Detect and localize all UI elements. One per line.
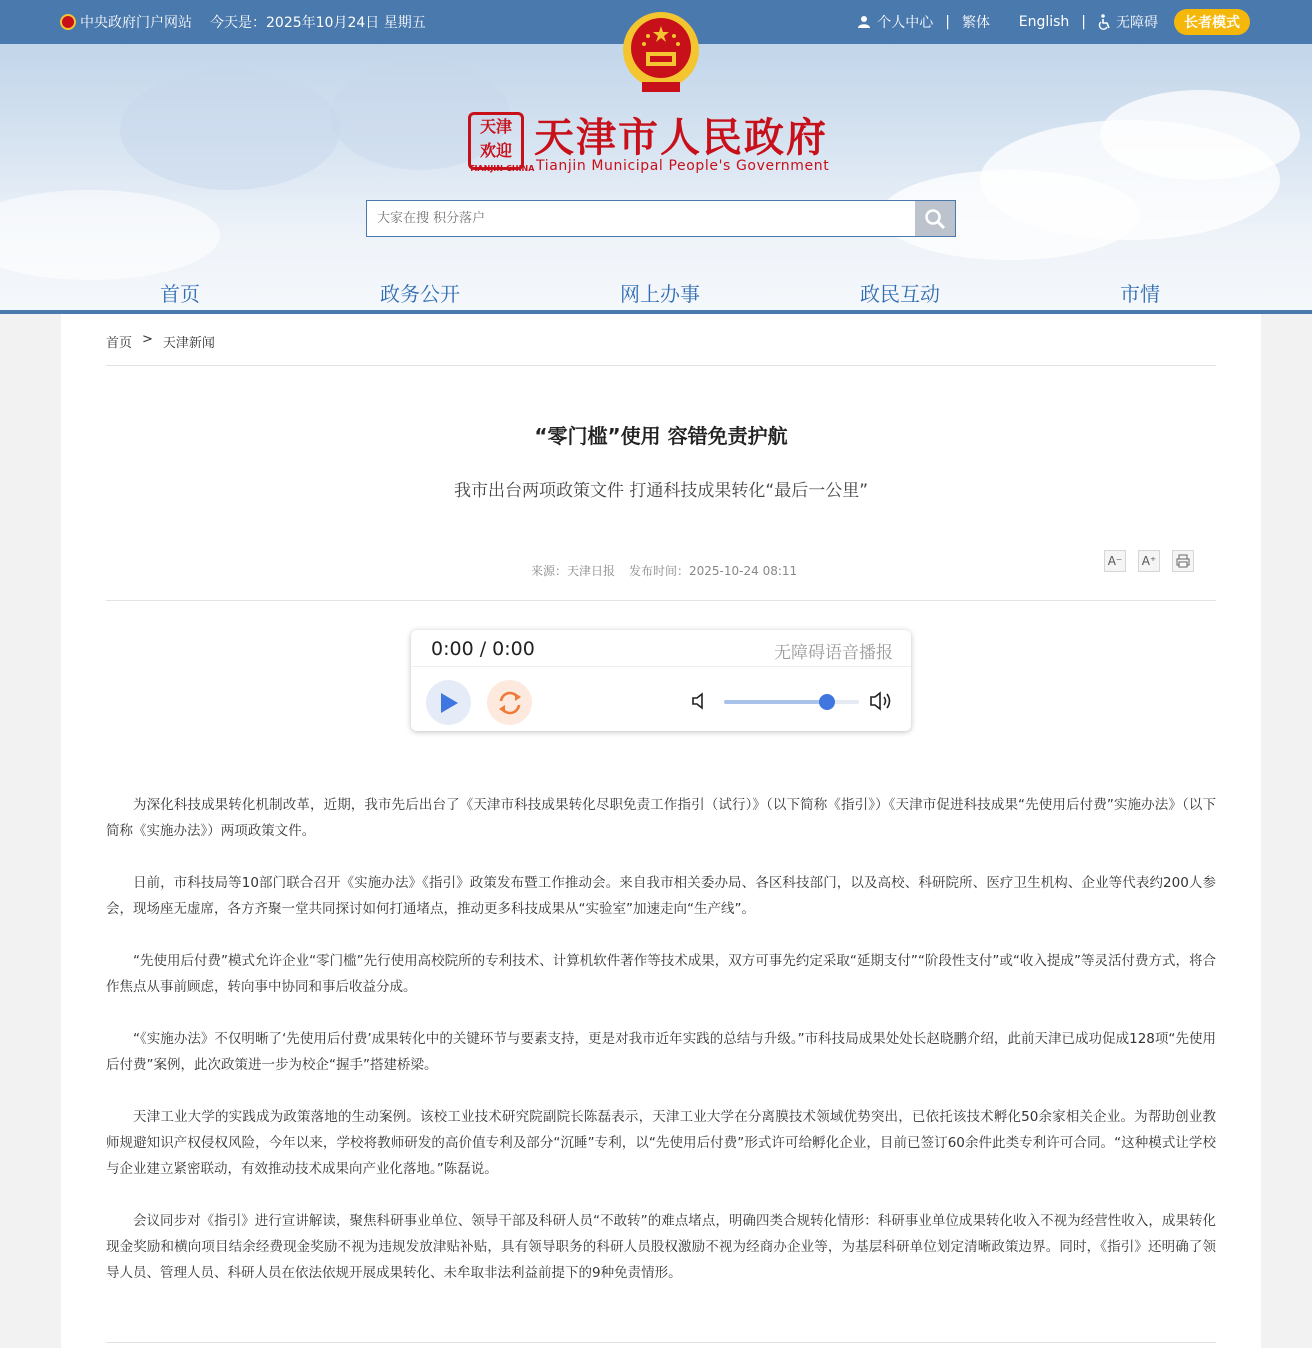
site-title-en: Tianjin Municipal People's Government: [536, 158, 830, 174]
volume-slider[interactable]: [724, 700, 859, 704]
divider: [106, 365, 1216, 366]
search-button[interactable]: [915, 201, 955, 236]
loop-button[interactable]: [487, 680, 532, 725]
search-icon: [924, 208, 946, 230]
elder-mode-button[interactable]: [1174, 9, 1250, 35]
wheelchair-icon: [1098, 14, 1112, 30]
tianjin-seal-icon: [468, 112, 535, 173]
search-box: [366, 200, 956, 237]
article-paragraph: “《实施办法》不仅明晰了‘先使用后付费’成果转化中的关键环节与要素支持，更是对我市近年实践的总结与升级。”市科技局成果处处长赵晓鹏介绍，此前天津已成功促成128项“先使用后付费”案例，此次政策进一步为校企“握手”搭建桥梁。: [106, 1031, 1216, 1073]
breadcrumb-current[interactable]: 天津新闻: [162, 336, 215, 351]
article-meta: [531, 562, 801, 579]
breadcrumb-separator: >: [142, 332, 153, 347]
article-container: [61, 314, 1261, 1348]
personal-center-label: 个人中心: [877, 15, 934, 31]
divider: [106, 600, 1216, 601]
play-button[interactable]: [426, 680, 471, 725]
player-label: 无障碍语音播报: [774, 643, 893, 663]
national-emblem-icon: [60, 14, 76, 30]
player-divider: [411, 666, 911, 667]
volume-knob[interactable]: [819, 694, 835, 710]
nav-item-home[interactable]: 首页: [160, 282, 200, 306]
audio-player: [411, 630, 911, 731]
separator: |: [1081, 14, 1086, 30]
site-header: [0, 0, 1312, 314]
today-date: 今天是：2025年10月24日 星期五: [210, 15, 426, 31]
article-body: [106, 792, 1216, 1312]
loop-icon: [495, 688, 525, 718]
article-paragraph: 天津工业大学的实践成为政策落地的生动案例。该校工业技术研究院副院长陈磊表示，天津工业大学在分离膜技术领域优势突出，已依托该技术孵化50余家相关企业。为帮助创业教师规避知识产权侵权风险，今年以来，学校将教师研发的高价值专利及部分“沉睡”专利，以“先使用后付费”形式许可给孵化企业，目前已签订60余件此类专利许可合同。“这种模式让学校与企业建立紧密联动，有效推动技术成果向产业化落地。”陈磊说。: [106, 1109, 1216, 1177]
nav-item-city-info[interactable]: 市情: [1120, 282, 1160, 306]
player-time: 0:00 / 0:00: [431, 638, 535, 660]
nav-item-online-services[interactable]: 网上办事: [620, 282, 700, 306]
article-tools: [1104, 550, 1206, 572]
accessibility-label: 无障碍: [1116, 15, 1158, 31]
seal-caption: TIANJIN·CHINA: [469, 164, 535, 173]
article-title: “零门槛”使用 容错免责护航: [534, 424, 788, 448]
article-paragraph: “先使用后付费”模式允许企业“零门槛”先行使用高校院所的专利技术、计算机软件著作等技术成果，双方可事先约定采取“延期支付”“阶段性支付”或“收入提成”等灵活付费方式，将合作焦点从事前顾虑，转向事中协同和事后收益分成。: [106, 953, 1216, 995]
breadcrumb-home[interactable]: 首页: [106, 336, 133, 351]
font-decrease-button[interactable]: [1104, 550, 1126, 572]
search-input[interactable]: [367, 201, 915, 236]
volume-high-icon[interactable]: [869, 690, 895, 712]
font-increase-icon: A⁺: [1141, 554, 1157, 568]
separator: |: [945, 14, 950, 30]
central-portal-link[interactable]: 中央政府门户网站: [80, 15, 192, 31]
user-icon: [857, 15, 871, 29]
seal-text: 天津: [479, 117, 512, 136]
print-icon: [1176, 554, 1190, 568]
traditional-chinese-link[interactable]: 繁体: [962, 15, 990, 31]
elder-mode-label: 长者模式: [1184, 15, 1240, 31]
article-paragraph: 会议同步对《指引》进行宣讲解读，聚焦科研事业单位、领导干部及科研人员“不敢转”的难点堵点，明确四类合规转化情形：科研事业单位成果转化收入不视为经营性收入，成果转化现金奖励和横向项目结余经费现金奖励不视为违规发放津贴补贴，具有领导职务的科研人员股权激励不视为经商办企业等，为基层科研单位划定清晰政策边界。同时，《指引》还明确了领导人员、管理人员、科研人员在依法依规开展成果转化、未牟取非法利益前提下的9种免责情形。: [106, 1213, 1216, 1281]
nav-item-interaction[interactable]: 政民互动: [860, 282, 940, 306]
article-subtitle: 我市出台两项政策文件 打通科技成果转化“最后一公里”: [453, 481, 869, 501]
accessibility-link[interactable]: [1098, 12, 1158, 32]
nav-item-government-affairs[interactable]: 政务公开: [380, 282, 460, 306]
volume-low-icon[interactable]: [691, 692, 707, 710]
print-button[interactable]: [1172, 550, 1194, 572]
play-icon: [440, 693, 458, 713]
article-publish-time: 发布时间：2025-10-24 08:11: [629, 564, 798, 578]
font-increase-button[interactable]: [1138, 550, 1160, 572]
volume-fill: [724, 700, 827, 704]
breadcrumb: [106, 332, 215, 351]
site-title-cn: 天津市人民政府: [534, 115, 828, 161]
seal-text: 欢迎: [479, 141, 512, 160]
article-paragraph: 日前，市科技局等10部门联合召开《实施办法》《指引》政策发布暨工作推动会。来自我市相关委办局、各区科技部门，以及高校、科研院所、医疗卫生机构、企业等代表约200人参会，现场座无虚席，各方齐聚一堂共同探讨如何打通堵点，推动更多科技成果从“实验室”加速走向“生产线”。: [106, 875, 1216, 917]
national-emblem-icon: [620, 8, 702, 98]
divider: [106, 1342, 1216, 1343]
english-link[interactable]: English: [1018, 14, 1070, 30]
article-source: 来源：天津日报: [531, 564, 616, 578]
article-paragraph: 为深化科技成果转化机制改革，近期，我市先后出台了《天津市科技成果转化尽职免责工作指引（试行）》（以下简称《指引》）《天津市促进科技成果“先使用后付费”实施办法》（以下简称《实施办法》）两项政策文件。: [106, 797, 1216, 839]
personal-center-link[interactable]: [857, 12, 933, 32]
font-decrease-icon: A⁻: [1107, 554, 1123, 568]
main-nav: [0, 268, 1312, 314]
site-logo[interactable]: [468, 106, 858, 176]
